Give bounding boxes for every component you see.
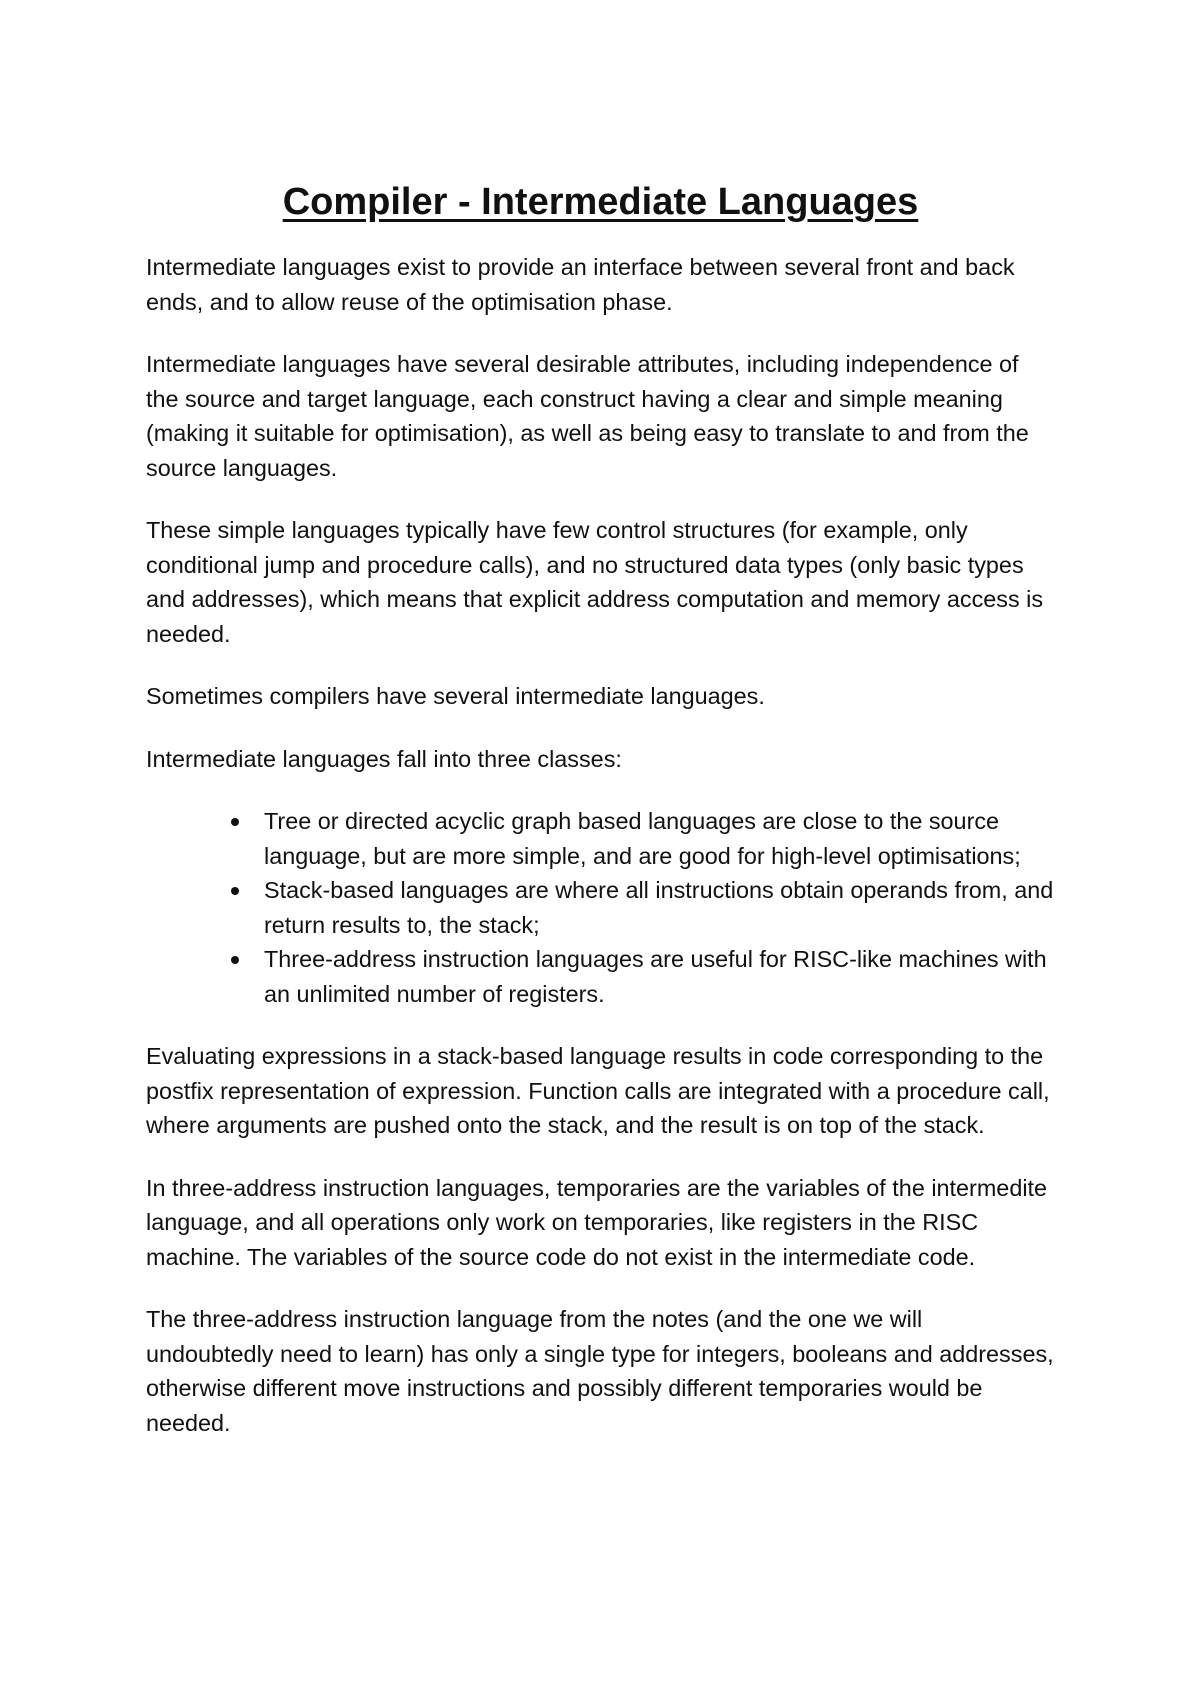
paragraph-attributes: Intermediate languages have several desirable attributes, including independence of the source and target language, each construct having a clear and simple meaning (making it suitable for optimisation), as well as being easy to translate to and from the source languages.: [146, 351, 1029, 481]
list-item-text: Tree or directed acyclic graph based languages are close to the source language, but are more simple, and are good for high-level optimisations;: [264, 808, 1021, 869]
page-title: Compiler - Intermediate Languages: [282, 181, 919, 223]
list-item: [264, 804, 1055, 873]
paragraph-several-languages: Sometimes compilers have several intermediate languages.: [146, 683, 765, 709]
paragraph-simple-languages: These simple languages typically have few control structures (for example, only conditional jump and procedure calls), and no structured data types (only basic types and addresses), which means that explicit address computation and memory access is needed.: [146, 517, 1044, 647]
bullet-icon: [231, 887, 239, 895]
paragraph-interface: Intermediate languages exist to provide an interface between several front and back ends, and to allow reuse of the optimisation phase.: [146, 254, 1015, 315]
paragraph-single-type: The three-address instruction language from the notes (and the one we will undoubtedly need to learn) has only a single type for integers, booleans and addresses, otherwise different move instructions and possibly different temporaries would be needed.: [146, 1306, 1054, 1436]
list-item: [264, 873, 1055, 942]
paragraph-stack-evaluation: Evaluating expressions in a stack-based language results in code corresponding to the postfix representation of expression. Function calls are integrated with a procedure call, where arguments are pushed onto the stack, and the result is on top of the stack.: [146, 1043, 1050, 1138]
paragraph-three-classes: Intermediate languages fall into three classes:: [146, 745, 622, 772]
paragraph-temporaries: In three-address instruction languages, temporaries are the variables of the intermedite language, and all operations only work on temporaries, like registers in the RISC machine. The variables of the source code do not exist in the intermediate code.: [146, 1174, 1048, 1270]
list-item-text: Three-address instruction languages are useful for RISC-like machines with an unlimited number of registers.: [264, 946, 1047, 1007]
list-item: [264, 942, 1055, 1011]
list-item-text: Stack-based languages are where all instructions obtain operands from, and return results to, the stack;: [264, 877, 1054, 938]
bullet-icon: [231, 956, 239, 964]
classes-bullet-list: [146, 804, 1055, 1011]
bullet-icon: [231, 818, 239, 826]
